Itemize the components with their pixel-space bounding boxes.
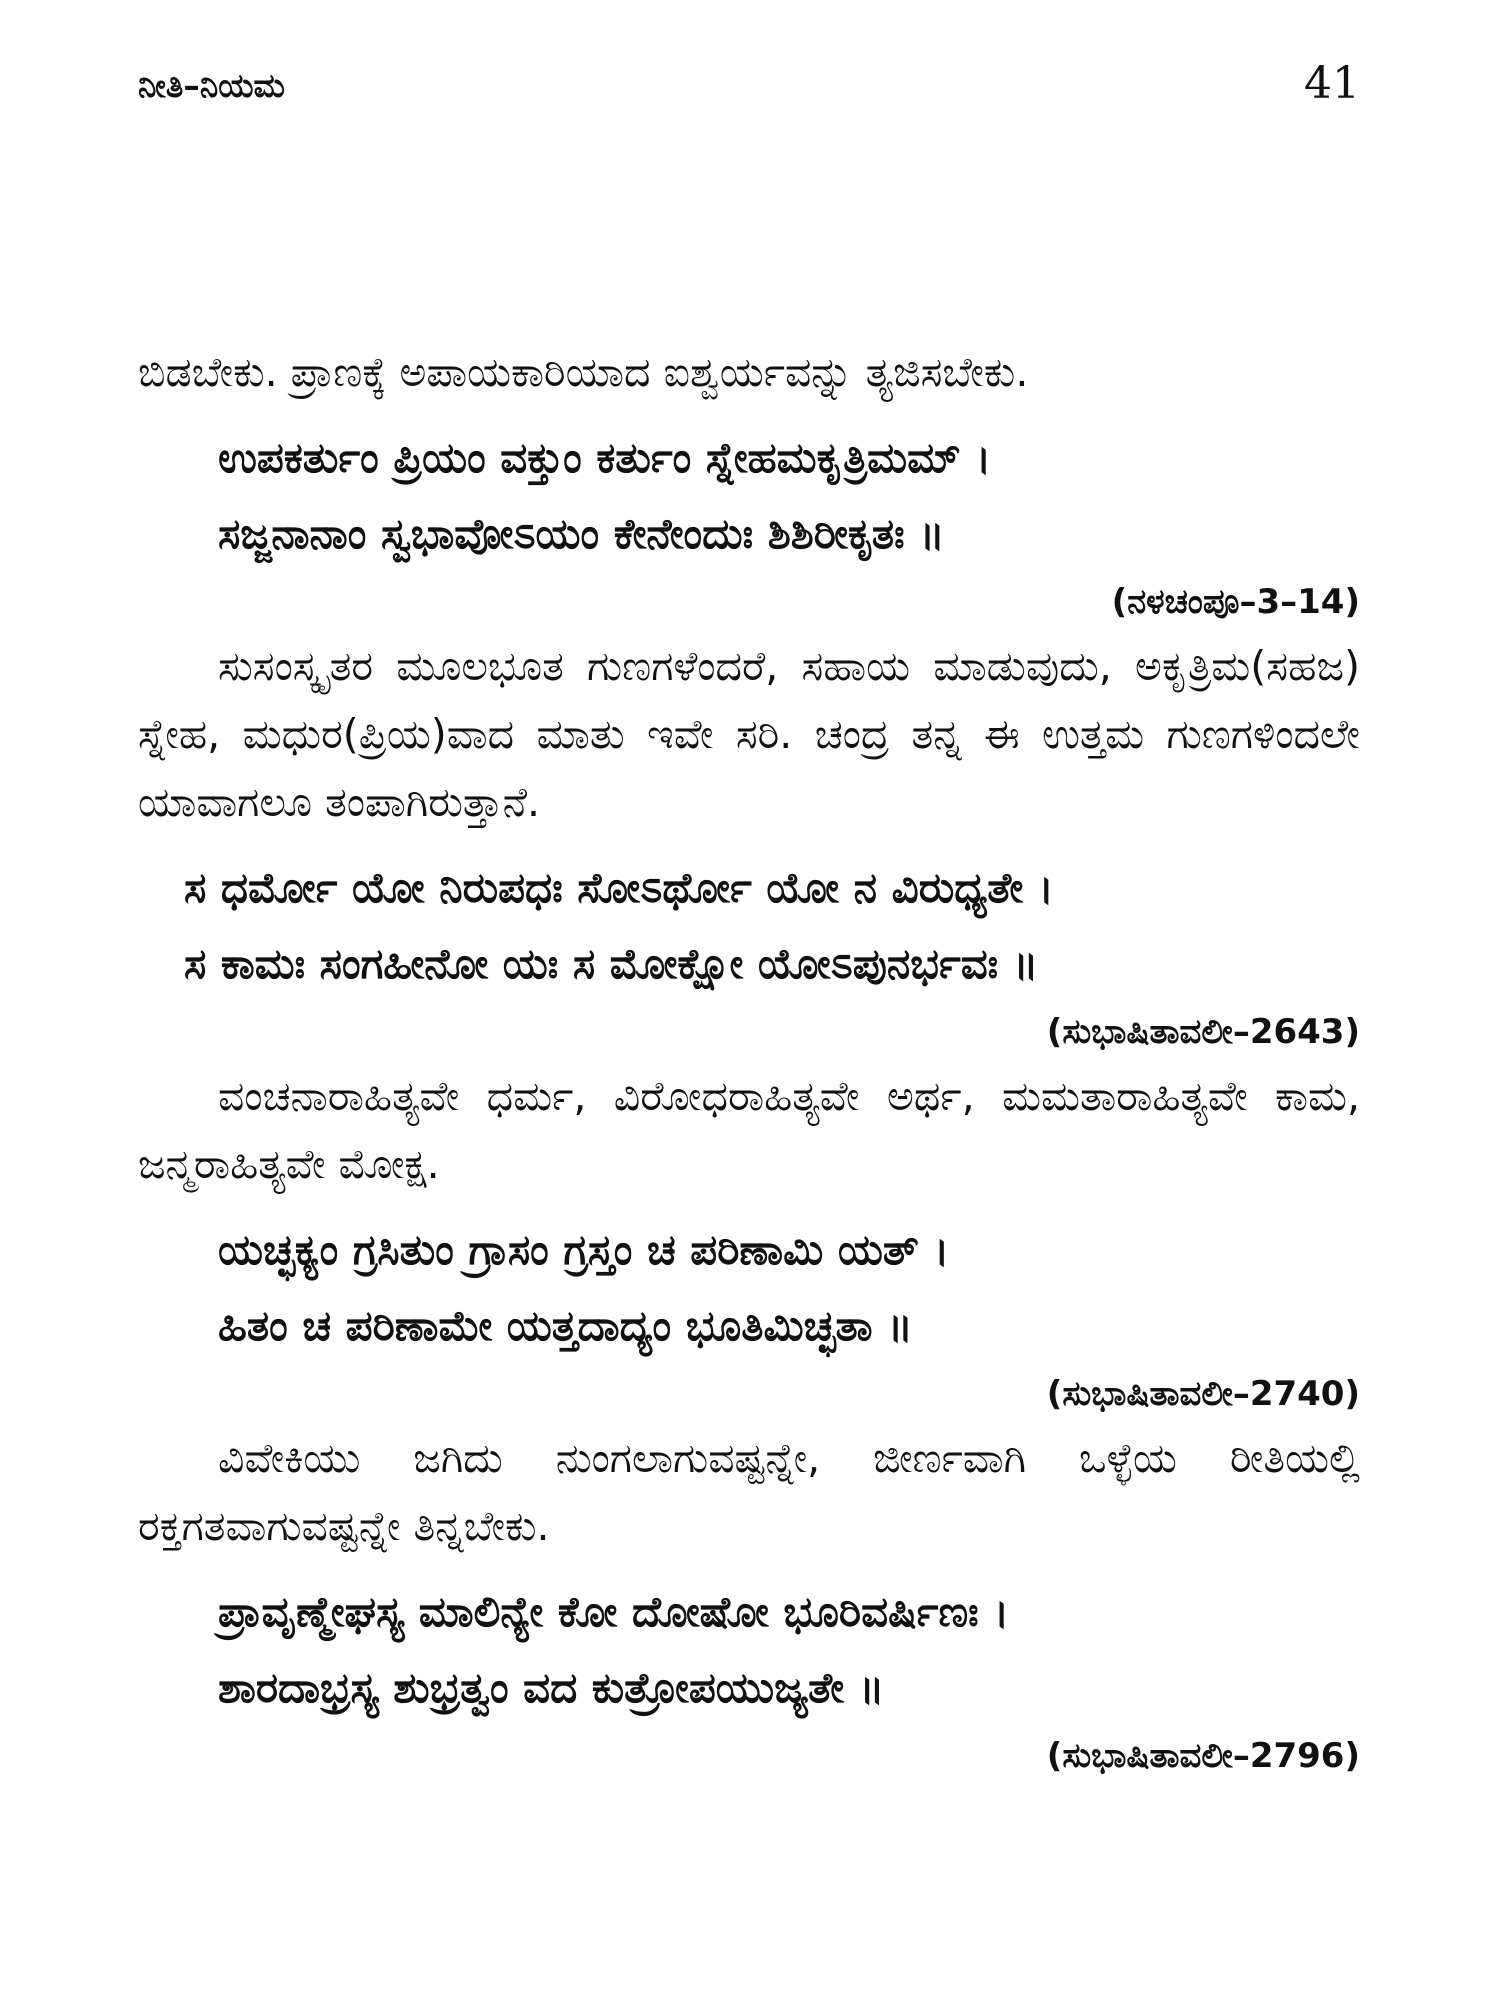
citation-3: (ಸುಭಾಷಿತಾವಲೀ–2740): [1046, 1374, 1360, 1414]
verse-1-line-2: ಸಜ್ಜನಾನಾಂ ಸ್ವಭಾವೋಽಯಂ ಕೇನೇಂದುಃ ಶಿಶಿರೀಕೃತಃ ॥: [218, 509, 945, 558]
verse-3: [138, 1212, 1360, 1364]
verse-2-line-2: ಸ ಕಾಮಃ ಸಂಗಹೀನೋ ಯಃ ಸ ಮೋಕ್ಷೋ ಯೋಽಪುನರ್ಭವಃ ॥: [184, 939, 1039, 988]
paragraph-4: ವಿವೇಕಿಯು ಜಗಿದು ನುಂಗಲಾಗುವಷ್ಟನ್ನೇ, ಜೀರ್ಣವಾಗಿ ಒಳ್ಳೆಯ ರೀತಿಯಲ್ಲಿ ರಕ್ತಗತವಾಗುವಷ್ಟನ್ನೇ ತಿನ್ನಬೇಕು.: [138, 1434, 1360, 1550]
citation-1: (ನಳಚಂಪೂ–3–14): [1111, 582, 1360, 622]
paragraph-3: ವಂಚನಾರಾಹಿತ್ಯವೇ ಧರ್ಮ, ವಿರೋಧರಾಹಿತ್ಯವೇ ಅರ್ಥ, ಮಮತಾರಾಹಿತ್ಯವೇ ಕಾಮ, ಜನ್ಮರಾಹಿತ್ಯವೇ ಮೋಕ್ಷ.: [138, 1072, 1360, 1188]
running-title: ನೀತಿ–ನಿಯಮ: [138, 66, 285, 105]
verse-4-line-2: ಶಾರದಾಭ್ರಸ್ಯ ಶುಭ್ರತ್ವಂ ವದ ಕುತ್ರೋಪಯುಜ್ಯತೇ ॥: [218, 1663, 885, 1712]
paragraph-1: ಬಿಡಬೇಕು. ಪ್ರಾಣಕ್ಕೆ ಅಪಾಯಕಾರಿಯಾದ ಐಶ್ವರ್ಯವನ್ನು ತ್ಯಜಿಸಬೇಕು.: [138, 348, 1029, 396]
citation-2: (ಸುಭಾಷಿತಾವಲೀ–2643): [1046, 1012, 1360, 1052]
verse-2: [138, 850, 1360, 1002]
paragraph-2: ಸುಸಂಸ್ಕೃತರ ಮೂಲಭೂತ ಗುಣಗಳೆಂದರೆ, ಸಹಾಯ ಮಾಡುವುದು, ಅಕೃತ್ರಿಮ(ಸಹಜ) ಸ್ನೇಹ, ಮಧುರ(ಪ್ರಿಯ)ವಾದ ಮಾತು ಇವೇ ಸರಿ. ಚಂದ್ರ ತನ್ನ ಈ ಉತ್ತಮ ಗುಣಗಳಿಂದಲೇ ಯಾವಾಗಲೂ ತಂಪಾಗಿರುತ್ತಾನೆ.: [138, 642, 1360, 826]
verse-3-line-1: ಯಚ್ಛಕ್ಯಂ ಗ್ರಸಿತುಂ ಗ್ರಾಸಂ ಗ್ರಸ್ತಂ ಚ ಪರಿಣಾಮಿ ಯತ್ ।: [218, 1225, 950, 1274]
page-body: [138, 338, 1360, 1786]
verse-3-line-2: ಹಿತಂ ಚ ಪರಿಣಾಮೇ ಯತ್ತದಾದ್ಯಂ ಭೂತಿಮಿಚ್ಛತಾ ॥: [218, 1301, 913, 1350]
verse-1: [138, 420, 1360, 572]
citation-4: (ಸುಭಾಷಿತಾವಲೀ–2796): [1046, 1736, 1360, 1776]
verse-1-line-1: ಉಪಕರ್ತುಂ ಪ್ರಿಯಂ ವಕ್ತುಂ ಕರ್ತುಂ ಸ್ನೇಹಮಕೃತ್ರಿಮಮ್ ।: [218, 433, 992, 482]
verse-4-line-1: ಪ್ರಾವೃಣ್ಮೇಘಸ್ಯ ಮಾಲಿನ್ಯೇ ಕೋ ದೋಷೋ ಭೂರಿವರ್ಷಿಣಃ ।: [218, 1587, 1010, 1636]
page-number: 41: [1304, 58, 1360, 109]
page-header: [138, 58, 1360, 118]
verse-4: [138, 1574, 1360, 1726]
verse-2-line-1: ಸ ಧರ್ಮೋ ಯೋ ನಿರುಪಧಃ ಸೋಽರ್ಥೋ ಯೋ ನ ವಿರುಧ್ಯತೇ ।: [184, 863, 1054, 912]
